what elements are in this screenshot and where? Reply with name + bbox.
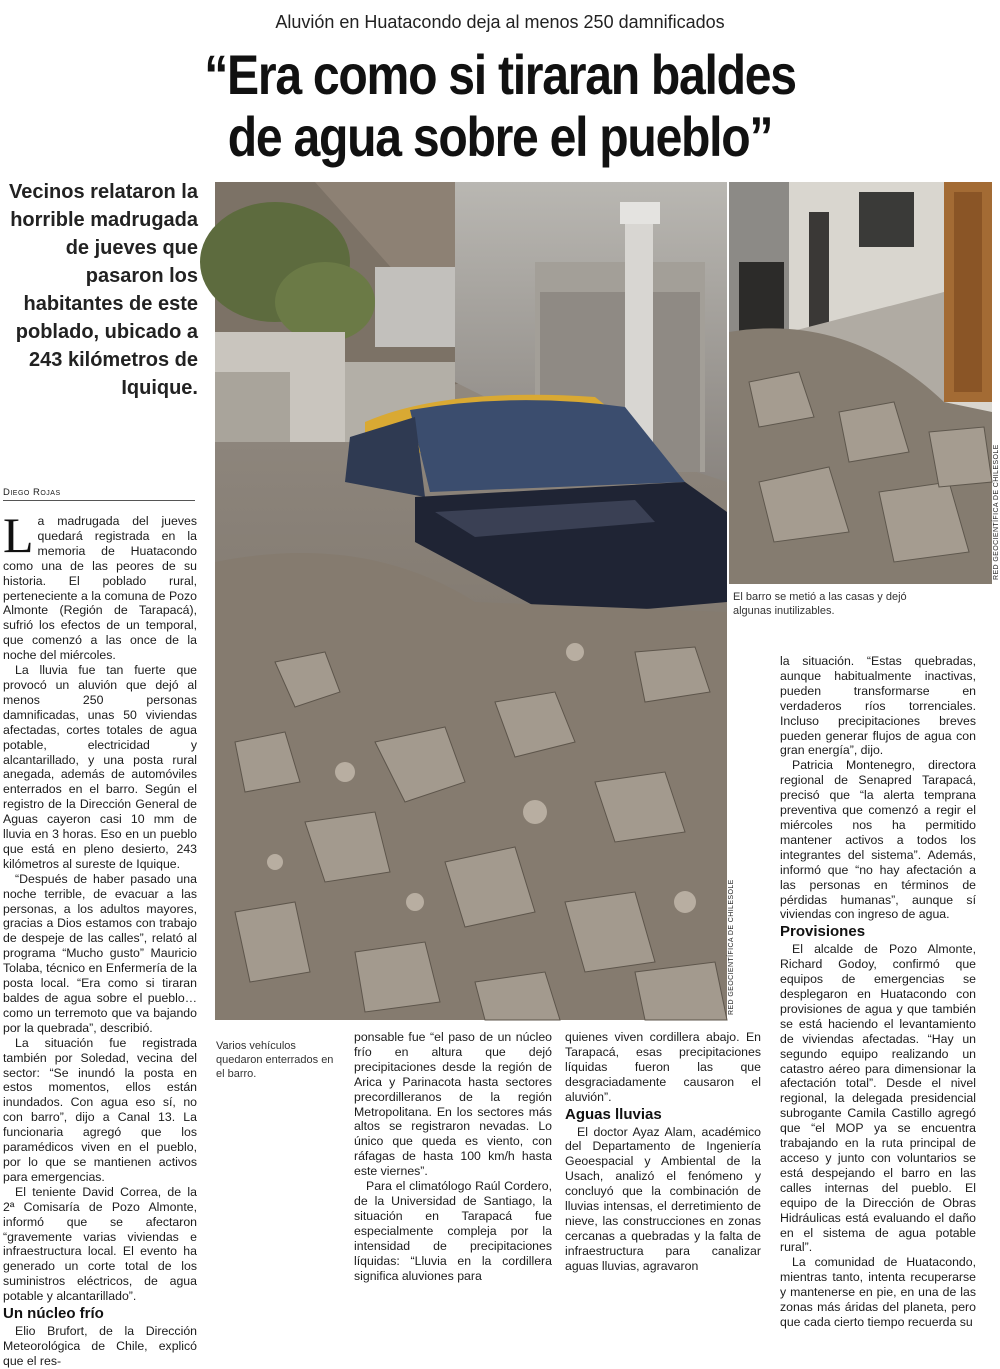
headline-line-2: de agua sobre el pueblo” (227, 105, 773, 168)
article-paragraph: Para el climatólogo Raúl Cordero, de la Universidad de Santiago, la situación en Tarapacá fue especialmente compleja por la intensidad de precipitaciones líquidas: “Lluvia en la cordillera significa aluviones para (354, 1179, 552, 1283)
drop-cap: L (3, 507, 34, 563)
lede: Vecinos relataron la horrible madrugada de jueves que pasaron los habitantes de este poblado, ubicado a 243 kilómetros de Iquique. (9, 181, 198, 399)
article-paragraph: La situación fue registrada también por Soledad, vecina del sector: “Se inundó la posta en estos momentos, ellos están inundados. Con agua eso sí, no con barro”, dijo a Canal 13. La funcionaria agregó que los paramédicos viven en el pueblo, por lo que se mantienen activos para emergencias. (3, 1035, 197, 1184)
muddy-house-image (729, 182, 992, 584)
side-photo (729, 182, 992, 584)
subhead: Provisiones (780, 923, 866, 941)
side-photo-caption: El barro se metió a las casas y dejó algunas inutilizables. (733, 591, 907, 617)
article-column-3 (565, 1030, 761, 1273)
article-paragraph: ponsable fue “el paso de un núcleo frío en altura que dejó precipitaciones desde la región de Arica y Parinacota hasta sectores precordilleranos de la región Metropolitana. En los sectores más altos se registraron nevadas. Lo único que queda es viento, con ráfagas de hasta 100 km/h hasta este viernes”. (354, 1030, 552, 1179)
article-paragraph: “Después de haber pasado una noche terrible, de evacuar a las personas, a los adultos mayores, gracias a Dios estamos con trabajo de despeje de las calles”, relató al programa “Mucho gusto” Mauricio Tolaba, técnico en Enfermería de la posta local. “Era como si tiraran baldes de agua sobre el pueblo… como un terremoto que va bajando por la quebrada”, describió. (3, 871, 197, 1035)
article-column-4 (780, 654, 976, 1329)
subhead: Aguas lluvias (565, 1105, 662, 1123)
article-paragraph: la situación. “Estas quebradas, aunque habitualmente inactivas, pueden transformarse en verdaderos ríos torrenciales. Incluso precipitaciones breves pueden generar flujos de agua con gran energía”, dijo. (780, 654, 976, 758)
flooded-street-image (215, 182, 727, 1020)
article-paragraph: Patricia Montenegro, directora regional de Senapred Tarapacá, precisó que “la alerta temprana preventiva que comenzó a regir el miércoles nos ha permitido mantener activos a todos los integrantes del sistema”. Además, informó que “no hay afectación a las personas en términos de pérdidas humanas”, aunque sí viviendas con ingreso de agua. (780, 758, 976, 922)
headline (70, 44, 930, 168)
main-photo-caption: Varios vehículos quedaron enterrados en el barro. (216, 1040, 334, 1080)
article-paragraph: quienes viven cordillera abajo. En Tarapacá, esas precipitaciones líquidas fueron las que desgraciadamente causaron el aluvión”. (565, 1030, 761, 1104)
article-paragraph: El teniente David Correa, de la 2ª Comisaría de Pozo Almonte, informó que se afectaron “gravemente varias viviendas e infraestructura local. El evento ha generado un corte total de los suministros eléctricos, de agua potable y alcantarillado”. (3, 1184, 197, 1304)
main-photo (215, 182, 727, 1020)
byline: Diego Rojas (3, 487, 195, 501)
main-photo-credit: RED GEOCIENTÍFICA DE CHILESOLE (728, 879, 735, 1015)
kicker: Aluvión en Huatacondo deja al menos 250 damnificados (275, 12, 725, 32)
article-paragraph: Elio Brufort, de la Dirección Meteorológica de Chile, explicó que el res- (3, 1324, 197, 1368)
headline-line-1: “Era como si tiraran baldes (204, 43, 796, 106)
article-paragraph: La lluvia fue tan fuerte que provocó un aluvión que dejó al menos 250 personas damnificadas, unas 50 viviendas afectadas, cortes totales de agua potable, electricidad y alcantarillado, y una posta rural anegada, además de automóviles enterrados en el barro. Según el registro de la Dirección General de Aguas cayeron casi 10 mm de lluvia en 3 horas. Eso en un pueblo que está en pleno desierto, 243 kilómetros al sureste de Iquique. (3, 663, 197, 871)
article-paragraph: El alcalde de Pozo Almonte, Richard Godoy, confirmó que equipos de emergencias se desplegaron en Huatacondo con provisiones de agua y que también se está haciendo el levantamiento de viviendas afectadas. “Hay un segundo equipo realizando un catastro aéreo para dimensionar la afectación total”. Desde el nivel regional, la delegada presidencial subrogante Camila Castillo agregó que “el MOP ya se encuentra trabajando en la ruta principal de acceso y junto con voluntarios se está despejando el barro en las calles internas del pueblo. El equipo de la Dirección de Obras Hidráulicas está evaluando el daño en el sistema de agua potable rural”. (780, 942, 976, 1255)
article-column-2 (354, 1030, 552, 1283)
article-paragraph: La comunidad de Huatacondo, mientras tanto, intenta recuperarse y mantenerse en pie, en una de las zonas más áridas del planeta, pero que cada cierto tiempo recuerda su (780, 1255, 976, 1329)
article-paragraph: El doctor Ayaz Alam, académico del Departamento de Ingeniería Geoespacial y Ambiental de la Usach, analizó el fenómeno y concluyó que la combinación de lluvias intensas, el derretimiento de nieve, las construcciones en zonas cercanas a quebradas y la falta de infraestructura para canalizar aguas lluvias, agravaron (565, 1124, 761, 1273)
side-photo-credit: RED GEOCIENTÍFICA DE CHILESOLE (993, 444, 1000, 580)
article-paragraph: La madrugada del jueves quedará registrada en la memoria de Huatacondo como una de las peores de su historia. El poblado rural, perteneciente a la comuna de Pozo Almonte (Región de Tarapacá), sufrió los efectos de un temporal, que comenzó a las once de la noche del miércoles. (3, 507, 197, 663)
subhead: Un núcleo frío (3, 1305, 104, 1323)
article-column-1 (3, 507, 197, 1368)
